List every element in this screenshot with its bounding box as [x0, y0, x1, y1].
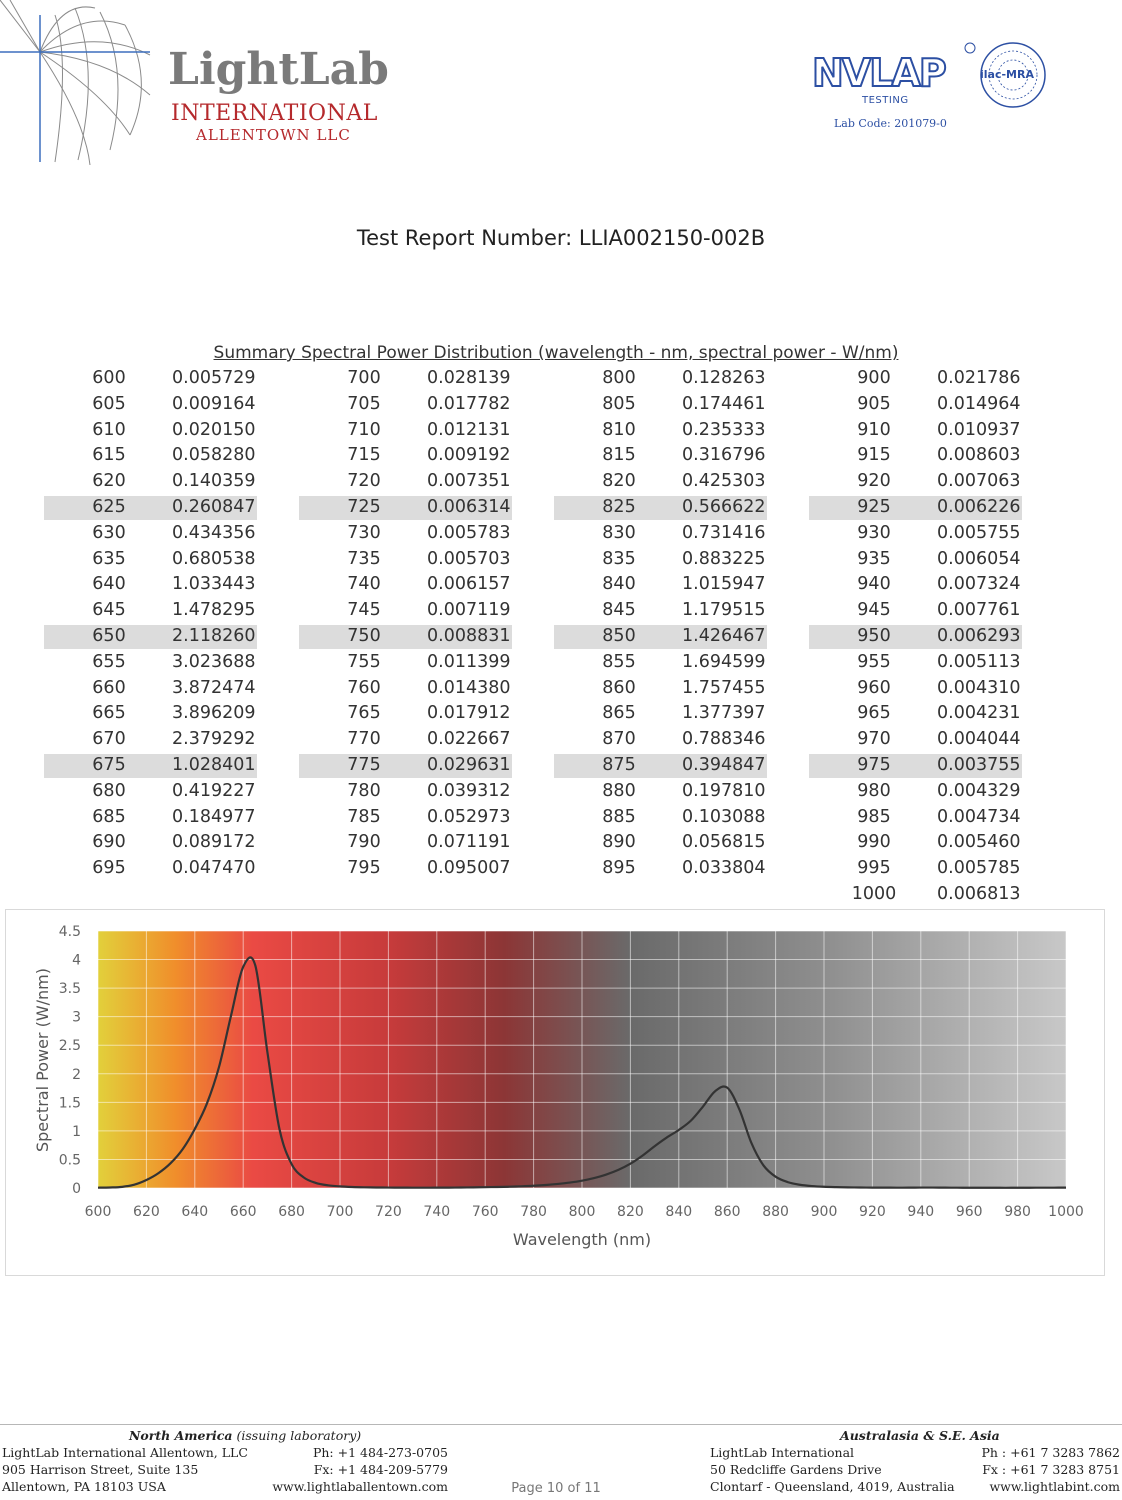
y-tick-labels	[59, 924, 81, 1197]
power-cell: 0.007351	[427, 471, 511, 492]
wavelength-cell: 925	[857, 497, 891, 517]
footer-left-company: LightLab International Allentown, LLC	[2, 1445, 248, 1460]
lightlab-logo-graphic	[0, 0, 165, 175]
power-cell: 0.006314	[427, 497, 511, 517]
x-tick-label: 860	[713, 1204, 741, 1220]
wavelength-cell: 1000	[851, 884, 897, 904]
wavelength-cell: 770	[347, 729, 381, 750]
power-cell: 3.872474	[172, 677, 256, 698]
wavelength-cell: 600	[92, 368, 126, 388]
x-tick-label: 720	[375, 1204, 402, 1220]
footer-right-address1: 50 Redcliffe Gardens Drive	[710, 1462, 882, 1477]
wavelength-cell: 910	[857, 419, 891, 440]
wavelength-cell: 765	[347, 703, 381, 724]
power-cell: 0.017912	[427, 703, 511, 724]
y-tick-label: 2	[72, 1066, 81, 1083]
wavelength-cell: 805	[602, 393, 636, 414]
y-tick-label: 0	[72, 1181, 81, 1197]
y-tick-label: 1	[72, 1123, 81, 1140]
power-cell: 0.029631	[427, 755, 511, 775]
logo-city: ALLENTOWN LLC	[196, 126, 351, 144]
power-cell: 0.014964	[937, 393, 1021, 414]
wavelength-cell: 995	[857, 858, 891, 879]
wavelength-cell: 735	[347, 548, 381, 569]
power-cell: 0.011399	[427, 651, 511, 672]
power-cell: 0.260847	[172, 497, 256, 517]
power-cell: 3.896209	[172, 703, 256, 724]
x-tick-label: 1000	[1048, 1204, 1084, 1220]
power-cell: 1.033443	[172, 574, 256, 595]
wavelength-cell: 745	[347, 600, 381, 621]
power-cell: 0.056815	[682, 832, 766, 853]
wavelength-cell: 795	[347, 858, 381, 879]
wavelength-cell: 865	[602, 703, 636, 724]
power-cell: 0.006293	[937, 626, 1021, 646]
power-cell: 0.003755	[937, 755, 1021, 775]
nvlap-wordmark: NVLAP	[812, 51, 945, 95]
wavelength-cell: 665	[92, 703, 126, 724]
wavelength-cell: 895	[602, 858, 636, 879]
power-cell: 0.004310	[937, 677, 1021, 698]
x-tick-label: 920	[859, 1204, 886, 1220]
nvlap-testing-label: TESTING	[862, 95, 909, 106]
wavelength-cell: 670	[92, 729, 126, 750]
power-cell: 0.004044	[937, 729, 1021, 750]
power-cell: 0.434356	[172, 522, 256, 543]
footer-left-fax: Fx: +1 484-209-5779	[313, 1462, 448, 1477]
power-cell: 2.118260	[172, 626, 256, 646]
wavelength-cell: 815	[602, 445, 636, 466]
power-cell: 1.478295	[172, 600, 256, 621]
power-cell: 1.694599	[682, 651, 766, 672]
x-tick-label: 960	[955, 1204, 983, 1220]
x-tick-label: 620	[133, 1204, 160, 1220]
power-cell: 0.008603	[937, 445, 1021, 466]
x-tick-label: 980	[1004, 1204, 1031, 1220]
wavelength-cell: 965	[857, 703, 891, 724]
wavelength-cell: 680	[92, 780, 126, 801]
x-tick-label: 700	[326, 1204, 354, 1220]
footer-left-address2: Allentown, PA 18103 USA	[2, 1479, 166, 1494]
y-tick-label: 3	[72, 1009, 81, 1026]
power-cell: 0.006157	[427, 574, 511, 595]
y-tick-label: 4.5	[58, 924, 81, 940]
footer-right-web[interactable]: www.lightlabint.com	[989, 1479, 1120, 1494]
wavelength-cell: 800	[602, 368, 636, 388]
wavelength-cell: 885	[602, 806, 636, 827]
wavelength-cell: 875	[602, 755, 636, 775]
power-cell: 0.425303	[682, 471, 766, 492]
wavelength-cell: 935	[857, 548, 891, 569]
power-cell: 0.184977	[172, 806, 256, 827]
power-cell: 0.095007	[427, 858, 511, 879]
x-axis-label: Wavelength (nm)	[512, 1230, 652, 1249]
wavelength-cell: 640	[92, 574, 126, 595]
wavelength-cell: 890	[602, 832, 636, 853]
x-tick-label: 880	[762, 1204, 789, 1220]
power-cell: 0.020150	[172, 419, 256, 440]
wavelength-cell: 835	[602, 548, 636, 569]
wavelength-cell: 625	[92, 497, 126, 517]
wavelength-cell: 620	[92, 471, 126, 492]
footer-rule	[0, 1424, 1122, 1425]
wavelength-cell: 880	[602, 780, 636, 801]
power-cell: 0.014380	[427, 677, 511, 698]
wavelength-cell: 850	[602, 626, 636, 646]
chart-frame	[5, 909, 1105, 1276]
power-cell: 0.006813	[937, 884, 1021, 904]
power-cell: 0.033804	[682, 858, 766, 879]
power-cell: 0.174461	[682, 393, 766, 414]
footer-right-region: Australasia & S.E. Asia	[840, 1428, 1000, 1443]
wavelength-cell: 905	[857, 393, 891, 414]
power-cell: 0.009192	[427, 445, 511, 466]
page-number: Page 10 of 11	[511, 1481, 601, 1496]
wavelength-cell: 645	[92, 600, 126, 621]
wavelength-cell: 940	[857, 574, 891, 595]
wavelength-cell: 845	[602, 600, 636, 621]
x-tick-label: 660	[229, 1204, 257, 1220]
x-tick-labels	[85, 1204, 1084, 1220]
power-cell: 1.377397	[682, 703, 766, 724]
wavelength-cell: 855	[602, 651, 636, 672]
wavelength-cell: 755	[347, 651, 381, 672]
power-cell: 0.008831	[427, 626, 511, 646]
wavelength-cell: 920	[857, 471, 891, 492]
wavelength-cell: 760	[347, 677, 381, 698]
footer-right-address2: Clontarf - Queensland, 4019, Australia	[710, 1479, 955, 1494]
wavelength-cell: 830	[602, 522, 636, 543]
power-cell: 0.005755	[937, 522, 1021, 543]
wavelength-cell: 975	[857, 755, 891, 775]
wavelength-cell: 660	[92, 677, 126, 698]
power-cell: 0.007119	[427, 600, 511, 621]
footer-left-web[interactable]: www.lightlaballentown.com	[272, 1479, 448, 1494]
y-tick-label: 1.5	[58, 1095, 81, 1112]
power-cell: 0.017782	[427, 393, 511, 414]
wavelength-cell: 725	[347, 497, 381, 517]
power-cell: 0.005113	[937, 651, 1021, 672]
x-tick-label: 600	[84, 1204, 112, 1220]
x-tick-label: 780	[520, 1204, 547, 1220]
wavelength-cell: 750	[347, 626, 381, 646]
power-cell: 2.379292	[172, 729, 256, 750]
x-tick-label: 940	[907, 1204, 935, 1220]
y-tick-label: 4	[72, 952, 81, 969]
wavelength-cell: 860	[602, 677, 636, 698]
wavelength-cell: 840	[602, 574, 636, 595]
power-cell: 0.128263	[682, 368, 766, 388]
wavelength-cell: 980	[857, 780, 891, 801]
lab-code: Lab Code: 201079-0	[834, 117, 947, 130]
power-cell: 0.883225	[682, 548, 766, 569]
power-cell: 0.005785	[937, 858, 1021, 879]
y-tick-label: 3.5	[58, 981, 81, 998]
power-cell: 1.757455	[682, 677, 766, 698]
wavelength-cell: 945	[857, 600, 891, 621]
spd-chart	[6, 910, 1104, 1275]
y-tick-label: 2.5	[58, 1038, 81, 1055]
power-cell: 1.426467	[682, 626, 766, 646]
wavelength-cell: 825	[602, 497, 636, 517]
power-cell: 0.028139	[427, 368, 511, 388]
wavelength-cell: 785	[347, 806, 381, 827]
power-cell: 0.012131	[427, 419, 511, 440]
power-cell: 0.566622	[682, 497, 766, 517]
wavelength-cell: 790	[347, 832, 381, 853]
wavelength-cell: 930	[857, 522, 891, 543]
wavelength-cell: 870	[602, 729, 636, 750]
y-tick-label: 0.5	[58, 1152, 81, 1169]
power-cell: 0.009164	[172, 393, 256, 414]
wavelength-cell: 970	[857, 729, 891, 750]
x-tick-label: 760	[471, 1204, 499, 1220]
wavelength-cell: 630	[92, 522, 126, 543]
power-cell: 3.023688	[172, 651, 256, 672]
wavelength-cell: 655	[92, 651, 126, 672]
x-tick-label: 820	[617, 1204, 644, 1220]
x-tick-label: 800	[568, 1204, 596, 1220]
power-cell: 0.010937	[937, 419, 1021, 440]
wavelength-cell: 650	[92, 626, 126, 646]
footer-right-phone: Ph : +61 7 3283 7862	[981, 1445, 1120, 1460]
power-cell: 0.058280	[172, 445, 256, 466]
power-cell: 0.005460	[937, 832, 1021, 853]
power-cell: 0.680538	[172, 548, 256, 569]
power-cell: 0.089172	[172, 832, 256, 853]
report-title: Test Report Number: LLIA002150-002B	[356, 226, 766, 250]
table-title: Summary Spectral Power Distribution (wavelength - nm, spectral power - W/nm)	[213, 343, 899, 363]
power-cell: 0.005729	[172, 368, 256, 388]
power-cell: 0.316796	[682, 445, 766, 466]
wavelength-cell: 915	[857, 445, 891, 466]
wavelength-cell: 695	[92, 858, 126, 879]
wavelength-cell: 960	[857, 677, 891, 698]
footer-left-address1: 905 Harrison Street, Suite 135	[2, 1462, 199, 1477]
footer-left-region: North America (issuing laboratory)	[129, 1428, 362, 1443]
wavelength-cell: 610	[92, 419, 126, 440]
power-cell: 0.394847	[682, 755, 766, 775]
power-cell: 1.179515	[682, 600, 766, 621]
power-cell: 0.004231	[937, 703, 1021, 724]
x-tick-label: 640	[181, 1204, 209, 1220]
wavelength-cell: 740	[347, 574, 381, 595]
x-tick-label: 680	[278, 1204, 305, 1220]
x-tick-label: 840	[665, 1204, 693, 1220]
wavelength-cell: 950	[857, 626, 891, 646]
wavelength-cell: 635	[92, 548, 126, 569]
footer-right-company: LightLab International	[710, 1445, 855, 1460]
power-cell: 0.103088	[682, 806, 766, 827]
wavelength-cell: 685	[92, 806, 126, 827]
power-cell: 0.021786	[937, 368, 1021, 388]
power-cell: 0.197810	[682, 780, 766, 801]
wavelength-cell: 615	[92, 445, 126, 466]
power-cell: 0.007063	[937, 471, 1021, 492]
power-cell: 0.005783	[427, 522, 511, 543]
wavelength-cell: 820	[602, 471, 636, 492]
wavelength-cell: 720	[347, 471, 381, 492]
power-cell: 0.047470	[172, 858, 256, 879]
wavelength-cell: 705	[347, 393, 381, 414]
power-cell: 0.007761	[937, 600, 1021, 621]
power-cell: 1.015947	[682, 574, 766, 595]
wavelength-cell: 675	[92, 755, 126, 775]
ilac-mra-label: ilac-MRA	[980, 68, 1034, 81]
power-cell: 0.007324	[937, 574, 1021, 595]
power-cell: 0.235333	[682, 419, 766, 440]
logo-international: INTERNATIONAL	[171, 101, 378, 126]
wavelength-cell: 955	[857, 651, 891, 672]
logo-name: LightLab	[168, 44, 389, 95]
wavelength-cell: 700	[347, 368, 381, 388]
wavelength-cell: 730	[347, 522, 381, 543]
y-axis-label: Spectral Power (W/nm)	[33, 967, 52, 1153]
power-cell: 0.039312	[427, 780, 511, 801]
power-cell: 1.028401	[172, 755, 256, 775]
power-cell: 0.052973	[427, 806, 511, 827]
power-cell: 0.004329	[937, 780, 1021, 801]
power-cell: 0.005703	[427, 548, 511, 569]
power-cell: 0.788346	[682, 729, 766, 750]
wavelength-cell: 710	[347, 419, 381, 440]
wavelength-cell: 780	[347, 780, 381, 801]
x-tick-label: 740	[423, 1204, 451, 1220]
power-cell: 0.004734	[937, 806, 1021, 827]
power-cell: 0.731416	[682, 522, 766, 543]
power-cell: 0.006226	[937, 497, 1021, 517]
power-cell: 0.006054	[937, 548, 1021, 569]
wavelength-cell: 605	[92, 393, 126, 414]
power-cell: 0.140359	[172, 471, 256, 492]
wavelength-cell: 715	[347, 445, 381, 466]
wavelength-cell: 690	[92, 832, 126, 853]
wavelength-cell: 990	[857, 832, 891, 853]
power-cell: 0.071191	[427, 832, 511, 853]
x-tick-label: 900	[810, 1204, 838, 1220]
wavelength-cell: 900	[857, 368, 891, 388]
wavelength-cell: 810	[602, 419, 636, 440]
wavelength-cell: 985	[857, 806, 891, 827]
wavelength-cell: 775	[347, 755, 381, 775]
footer-right-fax: Fx : +61 7 3283 8751	[982, 1462, 1120, 1477]
power-cell: 0.419227	[172, 780, 256, 801]
footer-left-phone: Ph: +1 484-273-0705	[312, 1445, 448, 1460]
power-cell: 0.022667	[427, 729, 511, 750]
